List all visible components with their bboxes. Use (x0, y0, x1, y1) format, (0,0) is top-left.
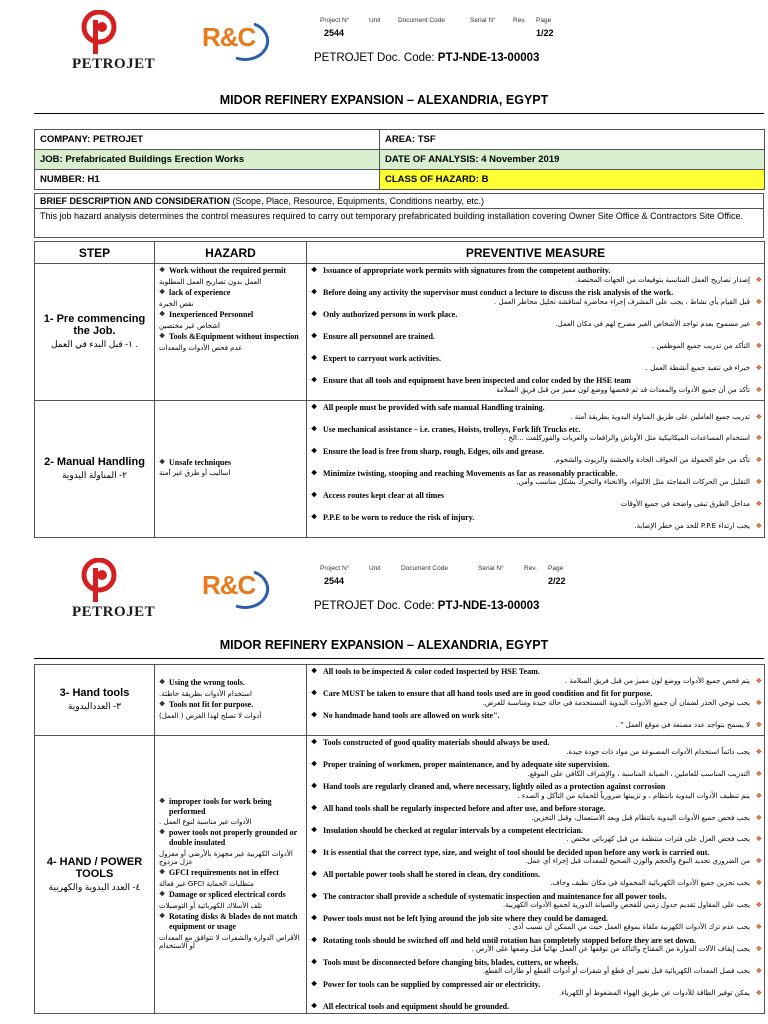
list-item: ❖ Before doing any activity the supervisor must conduct a lecture to discuss the risk analysis of the work. (311, 288, 762, 298)
list-item: نقص الخبرة (159, 299, 194, 308)
list-item: ❖ Hand tools are regularly cleaned and, where necessary, lightly oiled as a protection against corrosion (311, 782, 762, 792)
list-item: ❖ Proper training of workmen, proper maintenance, and by adequate site supervision. (311, 760, 762, 770)
list-item: ❖ مداخل الطرق تبقى واضحة في جميع الأوقات (311, 500, 762, 508)
list-item: ❖ استخدام المساعدات الميكانيكية مثل الأوناش والرافعات والعربات والفوركلفت ...الخ . (311, 434, 762, 442)
list-item: ❖ Only authorized persons in work place. (311, 310, 762, 320)
list-item: العمل بدون تصاريح العمل المطلوبة (159, 277, 262, 286)
list-item: ❖ Work without the required permit (159, 266, 304, 276)
list-item: ❖ Damage or spliced electrical cords (159, 890, 304, 900)
list-item: ❖ Ensure the load is free from sharp, rough, Edges, oils and grease. (311, 447, 762, 457)
page-number: 2/22 (548, 576, 566, 586)
hazard-cell (155, 735, 307, 1013)
list-item: الأقراص الدوارة والشفرات لا تتوافق مع المعدات أو الاستخدام (159, 933, 300, 950)
list-item: ❖ Using the wrong tools. (159, 678, 304, 688)
rc-wordmark: R&C (202, 22, 256, 52)
project-number: 2544 (324, 28, 345, 38)
list-item: عدم فحص الأدوات والمعدات (159, 343, 243, 352)
list-item: ❖ تأكد من خلو الحمولة من الحواف الحادة والخشنة والزيوت والشحوم. (311, 456, 762, 464)
list-item: ❖ يتم فحص جميع الأدوات ووضع لون مميز من قبل فريق السلامة . (311, 677, 762, 685)
list-item: ❖ من الضروري تحديد النوع والحجم والوزن الصحيح للمعدات قبل إجراء أي عمل. (311, 857, 762, 865)
table-row (35, 400, 765, 537)
list-item: ❖ Inexperienced Personnel (159, 310, 304, 320)
meta-values (320, 576, 600, 588)
measure-cell (307, 665, 765, 736)
list-item: ❖ يجب على المقاول تقديم جدول زمني للفحص والصيانة الدورية لجميع الأدوات الكهربية. (311, 901, 762, 909)
petrojet-mark-icon (80, 558, 118, 604)
list-item: ❖ Use mechanical assistance – i.e. cranes, Hoists, trolleys, Fork lift Trucks etc. (311, 425, 762, 435)
list-item: أدوات لا تصلح لهذا الغرض ( العمل) (159, 711, 262, 720)
list-item: اشخاص غير مختصين (159, 321, 220, 330)
doc-code: PETROJET Doc. Code: PTJ-NDE-13-00003 (314, 52, 540, 64)
list-item: الأدوات الكهربية غير مجهزة بالأرضي أو معزول عزل مزدوج (159, 849, 293, 867)
list-item: تلف الأسلاك الكهربائية أو التوصيلات (159, 902, 263, 911)
list-item: ❖ Tools must be disconnected before changing bits, blades, cutters, or wheels. (311, 958, 762, 968)
hazard-cell (155, 264, 307, 401)
list-item: ❖ Unsafe techniques (159, 458, 304, 468)
table-row (35, 665, 765, 736)
rc-logo (196, 566, 286, 610)
list-item: ❖ Tools &Equipment without inspection (159, 332, 304, 342)
list-item: ❖ التأكد من تدريب جميع الموظفين . (311, 342, 762, 350)
step-cell: 3- Hand tools ٣- العدداليدوية (35, 665, 155, 736)
petrojet-mark-icon (80, 10, 118, 56)
list-item: ❖ All tools to be inspected & color coded Inspected by HSE Team. (311, 667, 762, 677)
project-title: MIDOR REFINERY EXPANSION – ALEXANDRIA, EGYPT (219, 638, 549, 652)
page-header-2 (0, 548, 768, 628)
brief-heading: BRIEF DESCRIPTION AND CONSIDERATION (Scope, Place, Resource, Equipments, Conditions nearby, etc.) (35, 194, 764, 209)
company-cell: COMPANY: PETROJET (35, 130, 380, 150)
meta-values (320, 28, 600, 40)
list-item: ❖ Access routes kept clear at all times (311, 491, 762, 501)
list-item: ❖ The contractor shall provide a schedule of systematic inspection and maintenance for all power tools. (311, 892, 762, 902)
list-item: ❖ Rotating disks & blades do not match equipment or usage (159, 912, 304, 931)
list-item: ❖ التقليل من الحركات المفاجئة مثل الالتواء، والانحناء والتحرك بشكل مناسب وآمن. (311, 478, 762, 486)
list-item: ❖ All hand tools shall be regularly inspected before and after use, and before storage. (311, 804, 762, 814)
list-item: ❖ All electrical tools and equipment should be grounded. (311, 1002, 762, 1012)
hazard-cell (155, 400, 307, 537)
list-item: ❖ Power for tools can be supplied by compressed air or electricity. (311, 980, 762, 990)
list-item: ❖ Rotating tools should be switched off and held until rotation has completely stopped before they are set down. (311, 936, 762, 946)
list-item: ❖ تدريب جميع العاملين على طريق المناولة اليدوية بطريقة آمنة . (311, 413, 762, 421)
list-item: ❖ خبراء في تنفيذ جميع أنشطة العمل . (311, 364, 762, 372)
list-item: ❖ power tools not properly grounded or double insulated (159, 828, 304, 847)
list-item: ❖ يجب ارتداء P.P.E للحد من خطر الإصابة. (311, 522, 762, 530)
date-cell: DATE OF ANALYSIS: 4 November 2019 (380, 150, 765, 170)
hazard-table-page2 (34, 664, 765, 1014)
page-number: 1/22 (536, 28, 554, 38)
list-item: ❖ غير مسموح بعدم تواجد الأشخاص الغير مصرح لهم في مكان العمل. (311, 320, 762, 328)
petrojet-wordmark: PETROJET (72, 604, 156, 620)
brief-text: This job hazard analysis determines the control measures required to carry out temporary prefabricated building installation covering Owner Site Office & Contractors Site Office. (35, 209, 764, 238)
meta-labels: Project N° Unit Document Code Serial N° Rev. Page (320, 565, 564, 572)
list-item: الأدوات غير مناسبة لنوع العمل . (159, 818, 252, 827)
list-item: ❖ Care MUST be taken to ensure that all hand tools used are in good condition and fit for purpose. (311, 689, 762, 699)
measure-cell (307, 735, 765, 1013)
list-item: ❖ التدريب المناسب للعاملين ، الصيانة المناسبة ، والإشراف الكافي على الموقع. (311, 770, 762, 778)
hazard-cell (155, 665, 307, 736)
rc-wordmark: R&C (202, 570, 256, 600)
table-row (35, 264, 765, 401)
divider (34, 113, 764, 114)
hazard-header: HAZARD (155, 242, 307, 264)
list-item: ❖ يجب تخزين جميع الأدوات الكهربائية المحمولة في مكان نظيف وجاف. (311, 879, 762, 887)
list-item: ❖ إصدار تصاريح العمل المناسبة بتوقيعات من الجهات المختصة. (311, 276, 762, 284)
page-header-1 (0, 0, 768, 80)
list-item: ❖ يمكن توفير الطاقة للأدوات عن طريق الهواء المضغوط أو الكهرباء. (311, 989, 762, 997)
list-item: ❖ Issuance of appropriate work permits with signatures from the competent authority. (311, 266, 762, 276)
rc-logo (196, 18, 286, 62)
list-item: ❖ P.P.E to be worn to reduce the risk of injury. (311, 513, 762, 523)
list-item: ❖ يجب إيقاف الآلات الدوارة من المفتاح والتأكد من توقفها عن العمل نهائياً قبل وضعها على الأرض . (311, 945, 762, 953)
table-row (35, 735, 765, 1013)
list-item: ❖ lack of experience (159, 288, 304, 298)
list-item: ❖ يجب فصل المعدات الكهربائية قبل تغيير أي قطع أو شفرات أو أدوات القطع أو طارات القطع. (311, 967, 762, 975)
hazard-table-page1 (34, 241, 765, 538)
petrojet-wordmark: PETROJET (72, 56, 156, 72)
list-item: ❖ يجب دائماً استخدام الأدوات المصنوعة من مواد ذات جودة جيدة. (311, 748, 762, 756)
list-item: ❖ Tools not fit for purpose. (159, 700, 304, 710)
list-item: ❖ All people must be provided with safe manual Handling training. (311, 403, 762, 413)
list-item: ❖ لا يسمح بتواجد عدد مصنعة في موقع العمل " . (311, 721, 762, 729)
list-item: ❖ Tools constructed of good quality materials should always be used. (311, 738, 762, 748)
measure-header: PREVENTIVE MEASURE (307, 242, 765, 264)
measure-cell (307, 264, 765, 401)
list-item: ❖ Insulation should be checked at regular intervals by a competent electrician. (311, 826, 762, 836)
divider (34, 658, 764, 659)
step-cell: 1- Pre commencing the Job. ١- قبل البدء في العمل . (35, 264, 155, 401)
list-item: ❖ Minimize twisting, stooping and reaching Movements as far as reasonably practicable. (311, 469, 762, 479)
list-item: ❖ يجب عدم ترك الأدوات الكهربية ملقاة بموقع العمل حيث من الممكن أن تسبب أذى . (311, 923, 762, 931)
info-table (34, 129, 765, 190)
step-cell: 4- HAND / POWER TOOLS ٤- العدد اليدوية والكهربية (35, 735, 155, 1013)
list-item: ❖ قبل القيام بأي نشاط ، يجب على المشرف إجراء محاضرة لمناقشة تحليل مخاطر العمل . (311, 298, 762, 306)
list-item: استخدام الأدوات بطريقة خاطئة. (159, 689, 252, 698)
list-item: ❖ Power tools must not be left lying around the job site where they could be damaged. (311, 914, 762, 924)
area-cell: AREA: TSF (380, 130, 765, 150)
list-item: ❖ يجب فحص العزل على فترات منتظمة من قبل كهربائي مختص . (311, 835, 762, 843)
measure-cell (307, 400, 765, 537)
list-item: ❖ يجب توخي الحذر لضمان أن جميع الأدوات اليدوية المستخدمة في حالة جيدة ومناسبة للغرض. (311, 699, 762, 707)
petrojet-logo (72, 558, 156, 620)
list-item: ❖ Expert to carryout work activities. (311, 354, 762, 364)
step-header: STEP (35, 242, 155, 264)
list-item: ❖ It is essential that the correct type, size, and weight of tool should be decided upon before any work is carried out. (311, 848, 762, 858)
list-item: ❖ GFCI requirements not in effect (159, 868, 304, 878)
step-cell: 2- Manual Handling ٢- المناولة اليدوية (35, 400, 155, 537)
project-number: 2544 (324, 576, 345, 586)
job-cell: JOB: Prefabricated Buildings Erection Works (35, 150, 380, 170)
list-item: ❖ يجب فحص جميع الأدوات اليدوية بانتظام قبل وبعد الاستعمال، وقبل التخزين. (311, 814, 762, 822)
list-item: ❖ All portable power tools shall be stored in clean, dry conditions. (311, 870, 762, 880)
doc-code: PETROJET Doc. Code: PTJ-NDE-13-00003 (314, 600, 540, 612)
meta-labels: Project N° Unit Document Code Serial N° Rev. Page (320, 17, 552, 24)
list-item: ❖ تأكد من أن جميع الأدوات والمعدات قد تم فحصها ووضع لون مميز من قبل فريق السلامة (311, 386, 762, 394)
list-item: متطلبات الحماية GFCI غير فعالة (159, 880, 254, 889)
list-item: ❖ Ensure that all tools and equipment have been inspected and color coded by the HSE team (311, 376, 762, 386)
list-item: ❖ improper tools for work being performed (159, 797, 304, 816)
list-item: اساليب أو طرق غير آمنة (159, 469, 231, 478)
project-title: MIDOR REFINERY EXPANSION – ALEXANDRIA, EGYPT (219, 93, 549, 107)
petrojet-logo (72, 10, 156, 72)
list-item: ❖ Ensure all personnel are trained. (311, 332, 762, 342)
list-item: ❖ يتم تنظيف الأدوات اليدوية بانتظام ، و تزييتها ضرورياً للحماية من التآكل و الصدء . (311, 792, 762, 800)
list-item: ❖ No handmade hand tools are allowed on work site". (311, 711, 762, 721)
number-cell: NUMBER: H1 (35, 170, 380, 190)
class-cell: CLASS OF HAZARD: B (380, 170, 765, 190)
brief-table (34, 193, 764, 238)
